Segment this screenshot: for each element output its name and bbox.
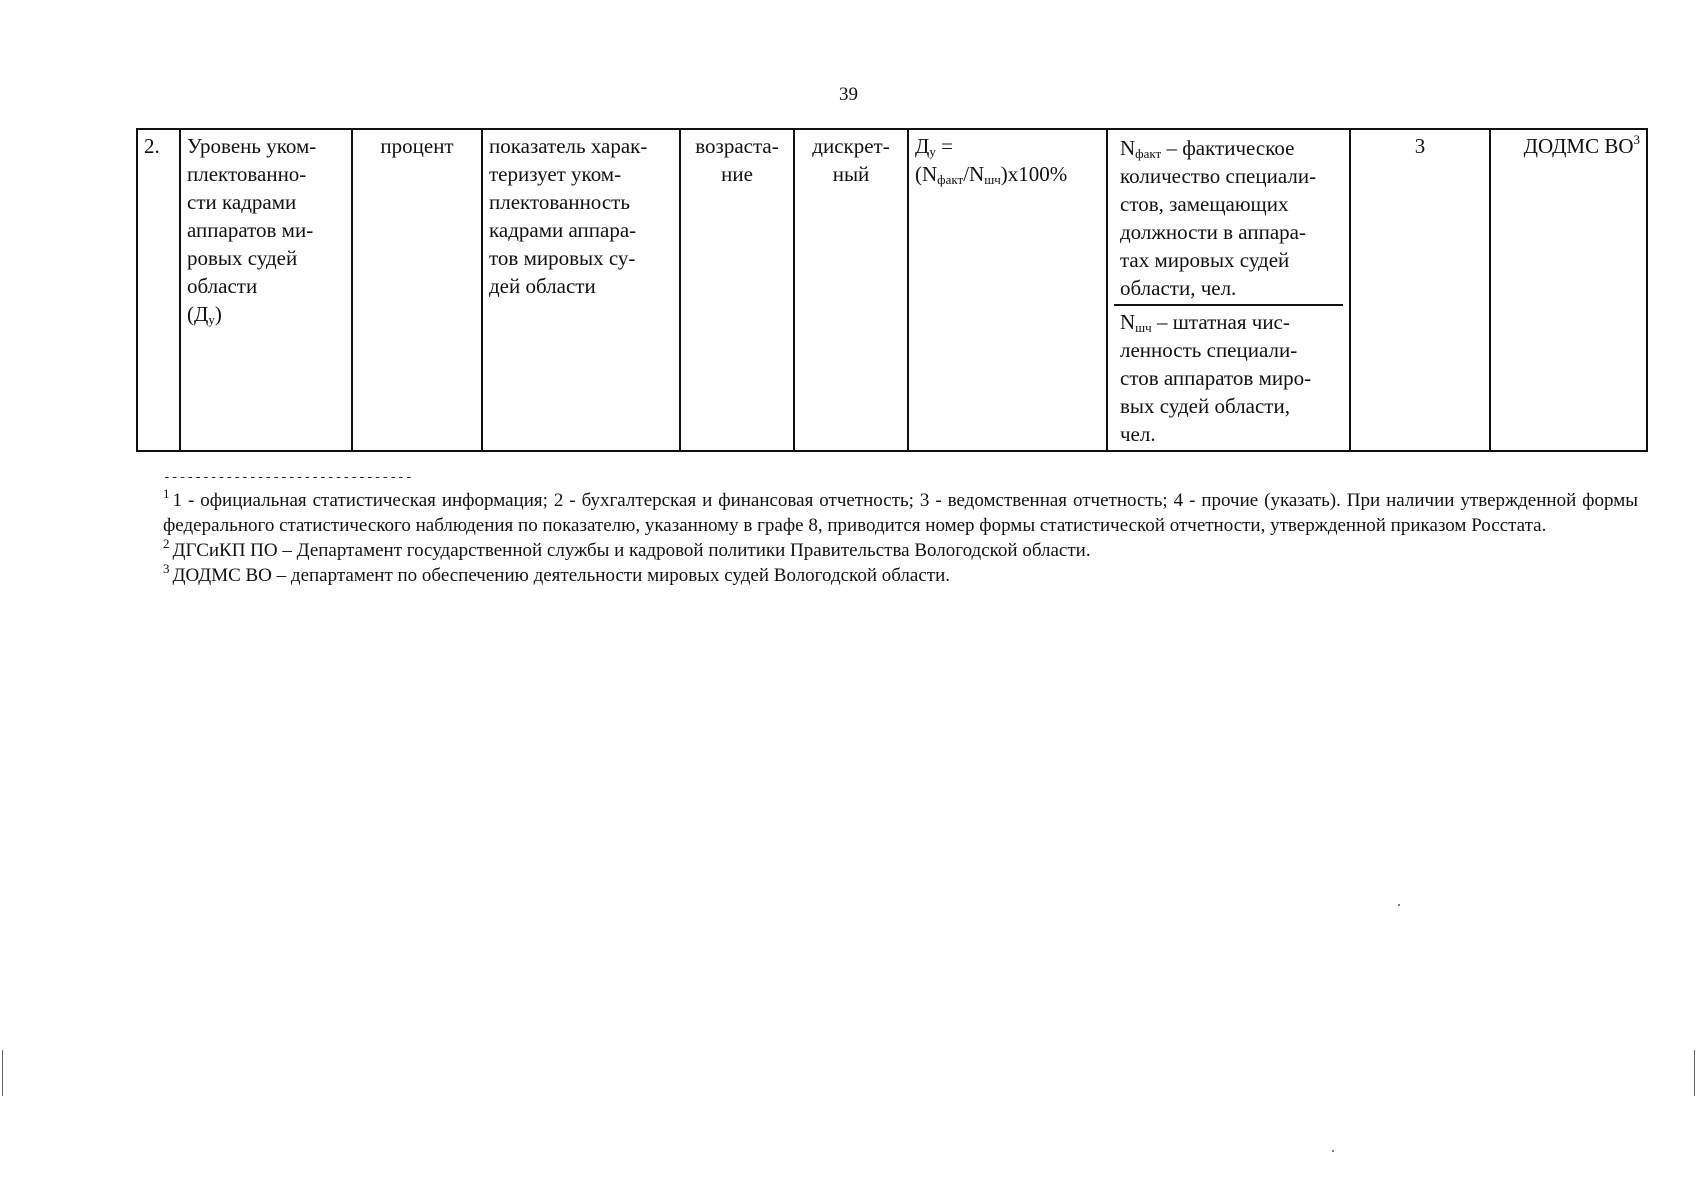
indicator-table: [136, 128, 1648, 452]
table-row: [137, 129, 1647, 451]
footnote: $^3$ ДОДМС ВО – департамент по обеспечению деятельности мировых судей Вологодской области.: [163, 561, 950, 586]
dynamics-direction: [680, 129, 794, 451]
footnotes: [163, 470, 1638, 588]
indicator-type: [794, 129, 908, 451]
data-source-code: 3: [1350, 129, 1490, 451]
indicator-description: [482, 129, 680, 451]
indicator-name-line: аппаратов ми-: [187, 218, 314, 242]
indicator-name-line: ровых судей: [187, 246, 298, 270]
description-line: дей области: [489, 274, 596, 298]
indicator-symbol: $(Д_у)$: [187, 302, 222, 327]
indicator-name-line: плектованно-: [187, 162, 307, 186]
scan-edge-mark: [1694, 1050, 1695, 1096]
description-line: плектованность: [489, 190, 630, 214]
description-line: показатель харак-: [489, 134, 648, 158]
indicator-name-line: сти кадрами: [187, 190, 297, 214]
direction-line: ние: [721, 162, 753, 186]
formula-variables: [1107, 129, 1350, 451]
formula-line: $Д_у$ =: [915, 134, 953, 159]
description-line: тов мировых су-: [489, 246, 636, 270]
type-line: дискрет-: [812, 134, 890, 158]
description-line: кадрами аппара-: [489, 218, 637, 242]
footnote: $^2$ ДГСиКП ПО – Департамент государственной службы и кадровой политики Правительства Вологодской области.: [163, 536, 1091, 561]
indicator-name-line: Уровень уком-: [187, 134, 317, 158]
direction-line: возраста-: [695, 134, 779, 158]
unit-of-measure: процент: [352, 129, 482, 451]
footnote: $^1$ 1 - официальная статистическая информация; 2 - бухгалтерская и финансовая отчетность; 3 - ведомственная отчетность; 4 - прочие (указать). При наличии утвержденной формы федерального статистического наблюдения по показателю, указанному в графе 8, приводится номер формы статистической отчетности, утвержденной приказом Росстата.: [163, 486, 1638, 536]
formula-line: $(N_{факт}/N_{шч})х100\%$: [915, 162, 1068, 187]
description-line: теризует уком-: [489, 162, 622, 186]
indicator-name: [180, 129, 352, 451]
row-number: 2.: [137, 129, 180, 451]
footnote-separator: --------------------------------: [163, 470, 413, 485]
indicator-name-line: области: [187, 274, 258, 298]
page-number: 39: [839, 84, 858, 105]
scan-speck: [1398, 904, 1400, 906]
responsible-body: ДОДМС $ВО^3$: [1490, 129, 1647, 451]
scan-edge-mark: [2, 1050, 3, 1096]
variable-n-fact: $N_{факт}$ – фактическое количество специали- стов, замещающих должности в аппара- тах мировых судей области, чел.: [1120, 136, 1317, 300]
calculation-formula: [908, 129, 1107, 451]
type-line: ный: [832, 162, 870, 186]
variable-n-staff: $N_{шч}$ – штатная чис- ленность специали- стов аппаратов миро- вых судей области, чел.: [1114, 304, 1343, 450]
scan-speck: [1332, 1150, 1334, 1152]
